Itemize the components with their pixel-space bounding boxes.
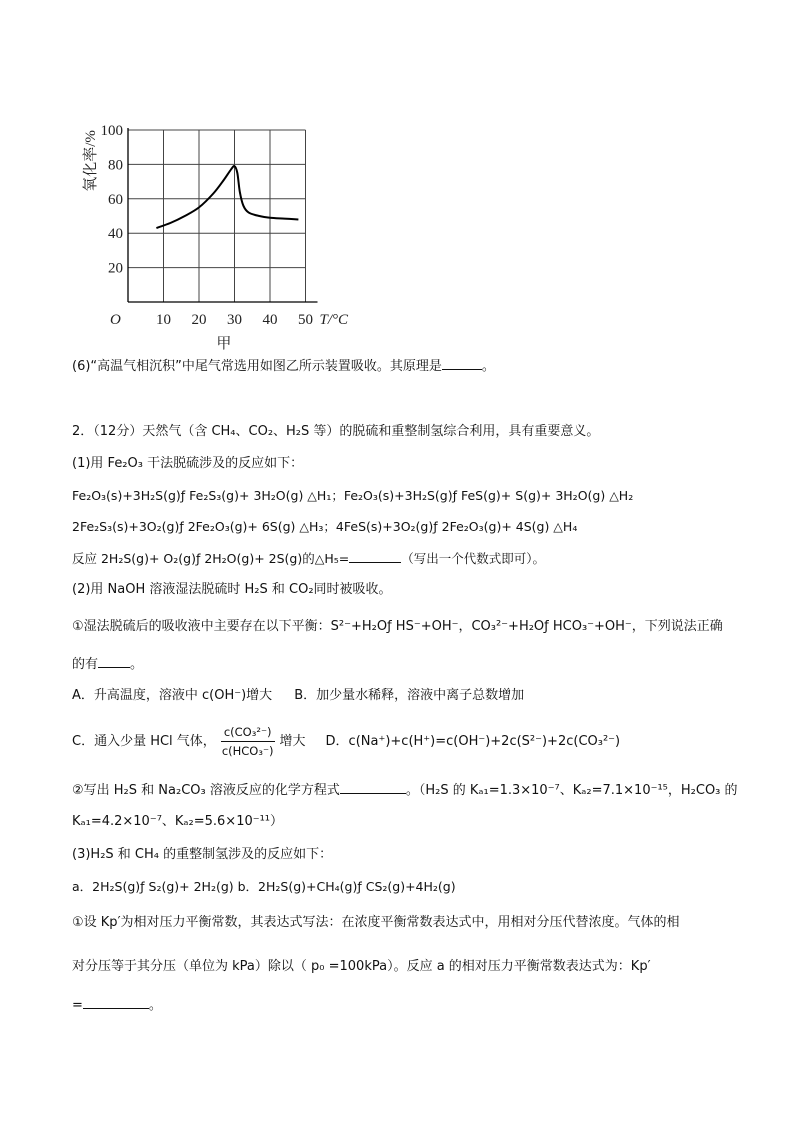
y-tick-label-100: 100 — [100, 123, 123, 139]
option-b: B．加少量水稀释，溶液中离子总数增加 — [294, 688, 525, 703]
fraction-numerator: c(CO₃²⁻) — [221, 724, 275, 742]
delta-h5-blank[interactable] — [349, 550, 401, 563]
subquestion-3-1: ①设 Kp′为相对压力平衡常数，其表达式写法：在浓度平衡常数表达式中，用相对分压代替浓度。气体的相 — [72, 915, 680, 930]
q6-answer-blank[interactable] — [442, 357, 482, 370]
y-tick-label-80: 80 — [108, 157, 123, 174]
eq3-text: 反应 2H₂S(g)+ O₂(g)ƒ 2H₂O(g)+ 2S(g)的△H₅= — [72, 551, 350, 566]
subquestion-1: ①湿法脱硫后的吸收液中主要存在以下平衡：S²⁻+H₂Oƒ HS⁻+OH⁻，CO₃²⁻+H₂Oƒ HCO₃⁻+OH⁻，下列说法正确 — [72, 619, 723, 634]
equation-line-2: 2Fe₂S₃(s)+3O₂(g)ƒ 2Fe₂O₃(g)+ 6S(g) △H₃；4FeS(s)+3O₂(g)ƒ 2Fe₂O₃(g)+ 4S(g) △H₄ — [72, 519, 578, 534]
kp-end: 。 — [148, 998, 162, 1013]
x-axis-label: T/°C — [319, 312, 349, 328]
chart-axes — [128, 128, 318, 302]
option-c-fraction — [219, 724, 277, 759]
chart-tick-labels — [101, 123, 314, 328]
options-ab — [72, 687, 524, 705]
equation-answer-blank[interactable] — [340, 781, 406, 794]
options-cd — [72, 722, 620, 762]
option-d: D．c(Na⁺)+c(H⁺)=c(OH⁻)+2c(S²⁻)+2c(CO₃²⁻) — [325, 734, 621, 749]
part-3-heading: (3)H₂S 和 CH₄ 的重整制氢涉及的反应如下： — [72, 847, 333, 862]
ka-values: Kₐ₁=4.2×10⁻⁷、Kₐ₂=5.6×10⁻¹¹） — [72, 814, 284, 829]
option-a: A．升高温度，溶液中 c(OH⁻)增大 — [72, 688, 273, 703]
c1b-end: 。 — [130, 657, 144, 672]
oxidation-rate-curve — [156, 166, 298, 228]
y-tick-label-60: 60 — [108, 191, 123, 208]
y-tick-label-20: 20 — [108, 260, 123, 277]
subq1-answer-blank[interactable] — [98, 655, 130, 668]
eq3-end: （写出一个代数式即可）。 — [401, 551, 545, 566]
part-2-heading: (2)用 NaOH 溶液湿法脱硫时 H₂S 和 CO₂同时被吸收。 — [72, 582, 392, 597]
kp-equals: = — [72, 998, 83, 1013]
c2-end: 。（H₂S 的 Kₐ₁=1.3×10⁻⁷、Kₐ₂=7.1×10⁻¹⁵，H₂CO₃ 的 — [405, 783, 738, 798]
y-tick-label-40: 40 — [108, 226, 123, 243]
y-axis-label: 氧化率/% — [83, 130, 99, 192]
kp-answer-blank[interactable] — [83, 996, 149, 1009]
q6-text: (6)“高温气相沉积”中尾气常选用如图乙所示装置吸收。其原理是 — [72, 359, 442, 374]
option-c-end: 增大 — [279, 734, 306, 749]
subquestion-1-cont — [72, 655, 143, 674]
chart-caption: 甲 — [216, 336, 232, 352]
problem-2-title: 2．（12分）天然气（含 CH₄、CO₂、H₂S 等）的脱硫和重整制氢综合利用，具有重要意义。 — [72, 424, 600, 439]
x-tick-label-50: 50 — [298, 312, 313, 328]
x-tick-label-20: 20 — [191, 312, 207, 328]
oxidation-rate-chart — [78, 112, 368, 352]
option-c-text: C．通入少量 HCl 气体， — [72, 734, 216, 749]
origin-label: O — [110, 312, 121, 328]
c1b-text: 的有 — [72, 657, 99, 672]
fraction-denominator: c(HCO₃⁻) — [221, 744, 274, 758]
kp-answer-line — [72, 996, 162, 1015]
subquestion-2 — [72, 781, 738, 800]
equation-line-1: Fe₂O₃(s)+3H₂S(g)ƒ Fe₂S₃(g)+ 3H₂O(g) △H₁；Fe₂O₃(s)+3H₂S(g)ƒ FeS(g)+ S(g)+ 3H₂O(g) △H₂ — [72, 488, 634, 503]
c2-text: ②写出 H₂S 和 Na₂CO₃ 溶液反应的化学方程式 — [72, 783, 340, 798]
x-tick-label-10: 10 — [156, 312, 171, 328]
subquestion-3-2: 对分压等于其分压（单位为 kPa）除以（ p₀ =100kPa）。反应 a 的相对压力平衡常数表达式为：Kp′ — [72, 959, 651, 974]
x-tick-label-40: 40 — [262, 312, 278, 328]
chart-grid — [128, 130, 306, 302]
x-tick-label-30: 30 — [227, 312, 242, 328]
equation-line-3 — [72, 550, 545, 568]
q6-end: 。 — [481, 359, 495, 374]
part-1-heading: (1)用 Fe₂O₃ 干法脱硫涉及的反应如下： — [72, 456, 304, 471]
question-6 — [72, 357, 495, 376]
reactions-ab: a．2H₂S(g)ƒ S₂(g)+ 2H₂(g) b．2H₂S(g)+CH₄(g)ƒ CS₂(g)+4H₂(g) — [72, 879, 456, 894]
